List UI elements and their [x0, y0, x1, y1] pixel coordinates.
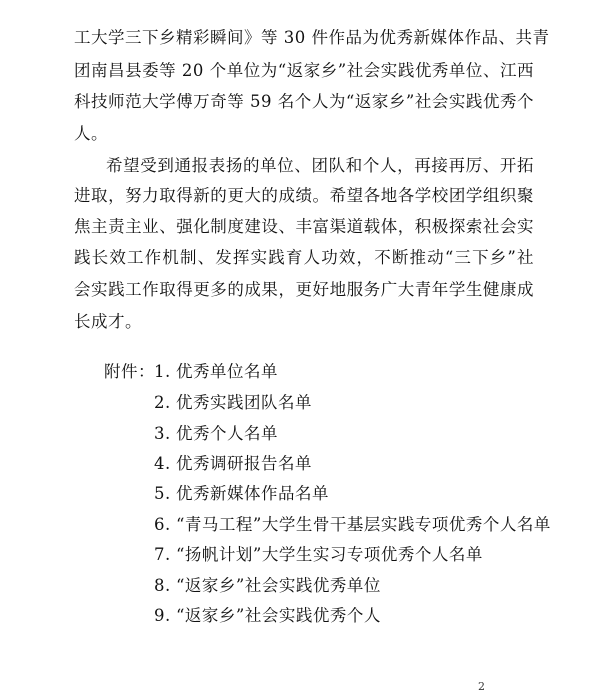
- attachment-title: 优秀新媒体作品名单: [176, 484, 329, 503]
- attachment-title: 优秀单位名单: [176, 362, 278, 381]
- attachment-number: 4.: [154, 454, 171, 473]
- attachment-number: 9.: [154, 606, 171, 625]
- paragraph-line: 工大学三下乡精彩瞬间》等 30 件作品为优秀新媒体作品、共青: [74, 28, 550, 47]
- attachment-title: “扬帆计划”大学生实习专项优秀个人名单: [176, 545, 483, 564]
- attachment-title: “青马工程”大学生骨干基层实践专项优秀个人名单: [176, 515, 551, 534]
- paragraph-line: 践长效工作机制、发挥实践育人功效，不断推动“三下乡”社: [74, 248, 534, 267]
- attachment-title: 优秀实践团队名单: [176, 393, 312, 412]
- attachment-number: 5.: [154, 484, 171, 503]
- attachment-number: 2.: [154, 393, 171, 412]
- attachment-item: [154, 515, 551, 535]
- attachment-item: [154, 606, 381, 626]
- attachment-item: [154, 545, 483, 565]
- attachment-number: 1.: [154, 362, 171, 381]
- attachment-item: [154, 484, 329, 504]
- paragraph-line: 进取，努力取得新的更大的成绩。希望各地各学校团学组织聚: [74, 186, 534, 205]
- attachment-number: 7.: [154, 545, 171, 564]
- attachment-title: 优秀调研报告名单: [176, 454, 312, 473]
- paragraph-line: 会实践工作取得更多的成果，更好地服务广大青年学生健康成: [74, 280, 534, 299]
- attachment-item: [154, 393, 312, 413]
- paragraph-line: 焦主责主业、强化制度建设、丰富渠道载体，积极探索社会实: [74, 217, 534, 236]
- paragraph-line: 科技师范大学傅万奇等 59 名个人为“返家乡”社会实践优秀个: [74, 92, 534, 111]
- attachment-title: “返家乡”社会实践优秀个人: [176, 606, 381, 625]
- attachment-item: [154, 576, 381, 596]
- paragraph-line: 长成才。: [74, 312, 142, 331]
- attachment-title: 优秀个人名单: [176, 424, 278, 443]
- page-number: 2: [478, 680, 485, 693]
- attachment-number: 3.: [154, 424, 171, 443]
- attachment-item: [154, 424, 278, 444]
- attachment-item: [154, 454, 312, 474]
- paragraph-line: 人。: [74, 124, 108, 143]
- paragraph-line: 希望受到通报表扬的单位、团队和个人，再接再厉、开拓: [106, 156, 534, 175]
- attachment-item: [154, 362, 278, 382]
- attachments-label: 附件：: [104, 362, 155, 381]
- attachment-number: 8.: [154, 576, 171, 595]
- attachment-title: “返家乡”社会实践优秀单位: [176, 576, 381, 595]
- attachment-number: 6.: [154, 515, 171, 534]
- paragraph-line: 团南昌县委等 20 个单位为“返家乡”社会实践优秀单位、江西: [74, 61, 534, 80]
